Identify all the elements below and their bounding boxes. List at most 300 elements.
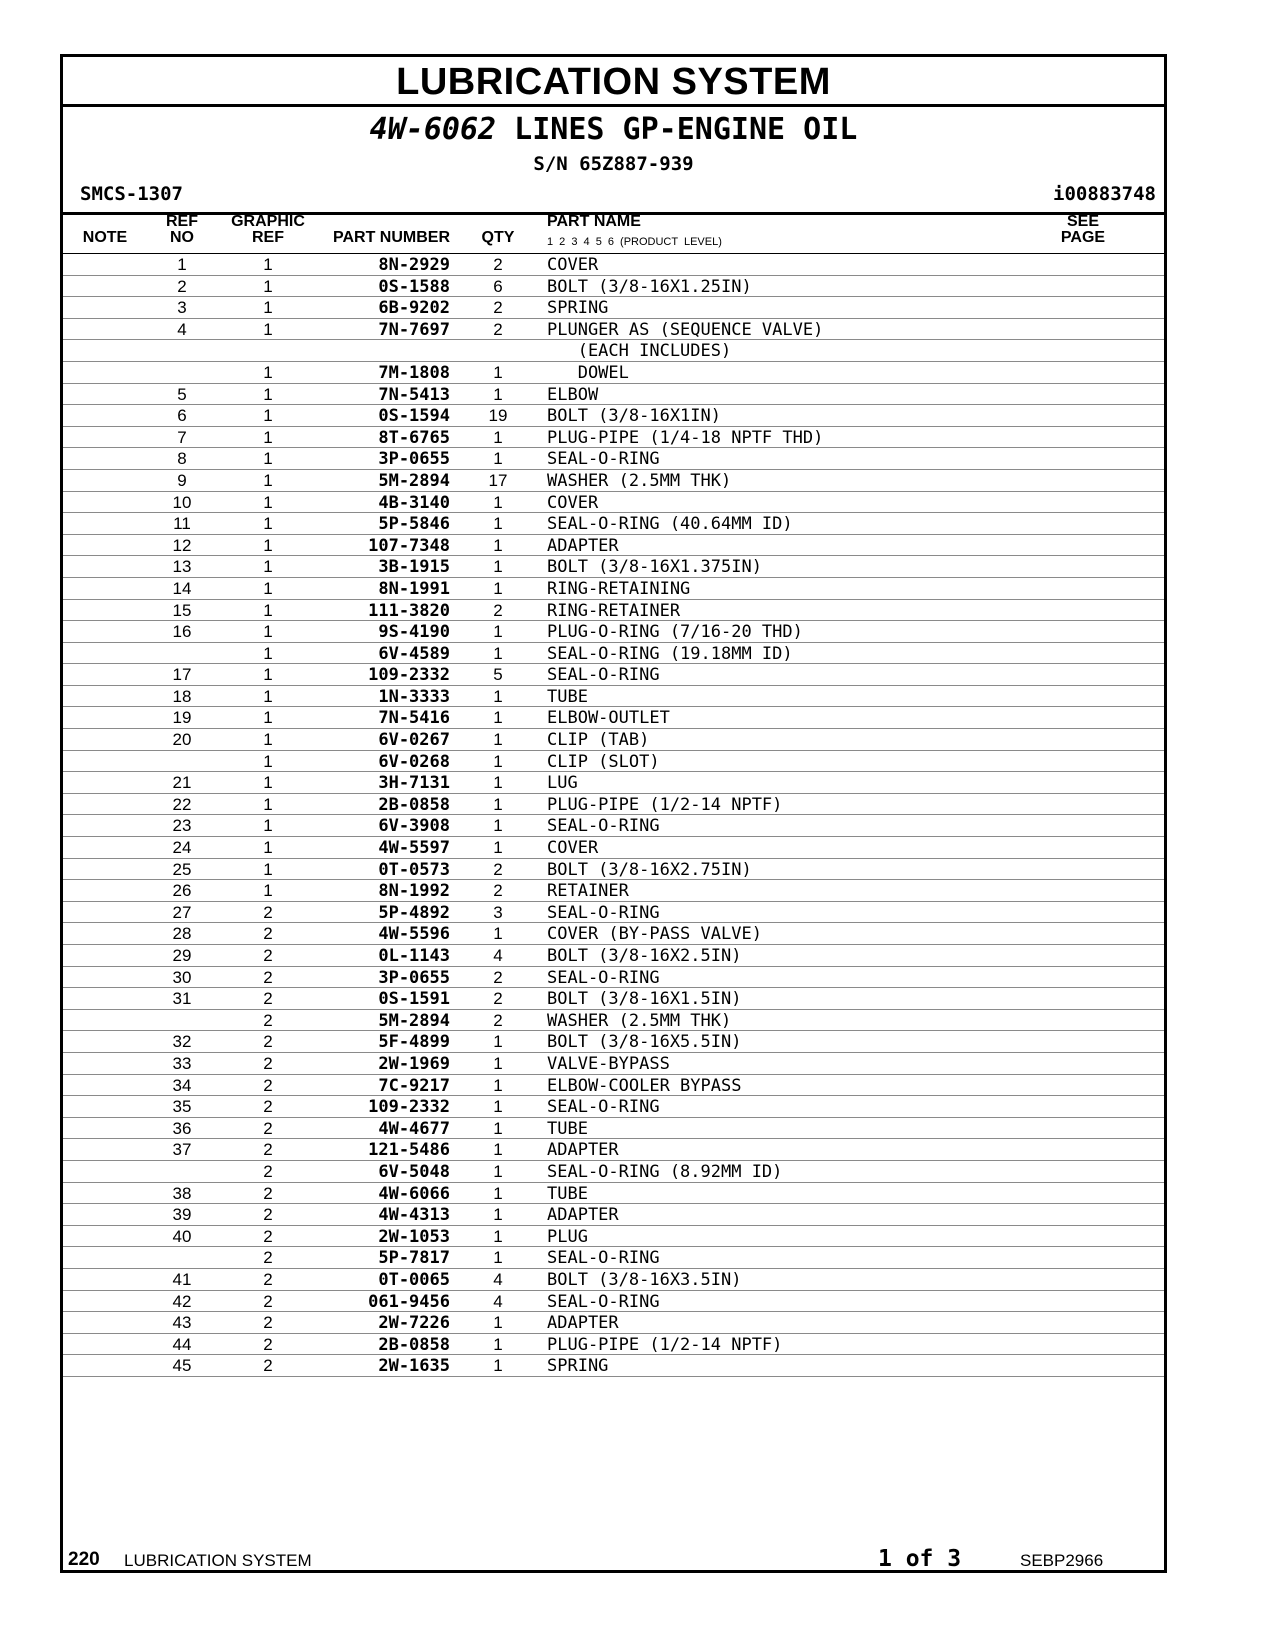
table-row (63, 859, 1164, 881)
ref-no-cell: 15 (172, 600, 192, 620)
qty-cell: 2 (493, 989, 503, 1009)
ref-no-cell: 16 (172, 622, 192, 642)
ref-no-cell: 43 (172, 1313, 192, 1333)
graphic-ref-cell: 2 (263, 1161, 273, 1181)
table-row (63, 1183, 1164, 1205)
part-name-cell: RING-RETAINING (547, 578, 691, 599)
graphic-ref-cell: 1 (263, 427, 273, 447)
part-number-cell: 6V-0268 (378, 751, 450, 772)
part-name-cell: TUBE (547, 1118, 588, 1139)
graphic-ref-cell: 1 (263, 406, 273, 426)
part-number-cell: 3B-1915 (378, 557, 450, 578)
qty-cell: 5 (493, 665, 503, 685)
parts-table (63, 254, 1164, 1377)
part-number-cell: 111-3820 (368, 600, 450, 621)
table-row (63, 794, 1164, 816)
qty-cell: 1 (493, 492, 503, 512)
parts-list-frame (60, 54, 1167, 1573)
part-number-cell: 4W-6066 (378, 1183, 450, 1204)
qty-cell: 1 (493, 1226, 503, 1246)
part-name-cell: COVER (BY-PASS VALVE) (547, 924, 762, 945)
ref-no-cell: 40 (172, 1226, 192, 1246)
part-name-cell: SEAL-O-RING (19.18MM ID) (547, 643, 793, 664)
ref-no-cell: 42 (172, 1291, 192, 1311)
part-name-cell: PLUG (547, 1226, 588, 1247)
part-name-cell: SEAL-O-RING (8.92MM ID) (547, 1161, 783, 1182)
qty-cell: 1 (493, 1032, 503, 1052)
ref-no-cell: 23 (172, 816, 192, 836)
col-header-ref-top: REF (166, 213, 198, 230)
part-name-cell: SPRING (547, 298, 609, 319)
qty-cell: 2 (493, 319, 503, 339)
ref-no-cell: 8 (177, 449, 187, 469)
part-name-cell: (EACH INCLUDES) (547, 341, 732, 362)
table-row (63, 967, 1164, 989)
table-row (63, 945, 1164, 967)
table-row (63, 1204, 1164, 1226)
graphic-ref-cell: 2 (263, 1226, 273, 1246)
qty-cell: 1 (493, 384, 503, 404)
graphic-ref-cell: 2 (263, 1205, 273, 1225)
table-row (63, 1291, 1164, 1313)
part-number-cell: 4W-4677 (378, 1118, 450, 1139)
footer-doc-id: SEBP2966 (1020, 1551, 1104, 1570)
part-name-cell: SEAL-O-RING (547, 967, 660, 988)
part-name-cell: SEAL-O-RING (547, 665, 660, 686)
graphic-ref-cell: 1 (263, 492, 273, 512)
part-number-cell: 7M-1808 (378, 362, 450, 383)
part-name-cell: ADAPTER (547, 1140, 619, 1161)
table-row (63, 923, 1164, 945)
part-number-cell: 4W-5596 (378, 924, 450, 945)
ref-no-cell: 21 (172, 773, 192, 793)
table-row (63, 751, 1164, 773)
table-row (63, 297, 1164, 319)
graphic-ref-cell: 2 (263, 1356, 273, 1376)
table-row (63, 1355, 1164, 1377)
table-row (63, 448, 1164, 470)
col-header-qty: QTY (481, 229, 515, 246)
ref-no-cell: 44 (172, 1334, 192, 1354)
graphic-ref-cell: 1 (263, 881, 273, 901)
ref-no-cell: 33 (172, 1053, 192, 1073)
table-row (63, 1161, 1164, 1183)
qty-cell: 6 (493, 276, 503, 296)
ref-no-cell: 10 (172, 492, 192, 512)
graphic-ref-cell: 2 (263, 902, 273, 922)
qty-cell: 19 (488, 406, 508, 426)
qty-cell: 1 (493, 1248, 503, 1268)
graphic-ref-cell: 2 (263, 1097, 273, 1117)
ref-no-cell: 26 (172, 881, 192, 901)
graphic-ref-cell: 2 (263, 1183, 273, 1203)
ref-no-cell: 3 (177, 298, 187, 318)
table-row (63, 664, 1164, 686)
graphic-ref-cell: 1 (263, 298, 273, 318)
table-row (63, 1096, 1164, 1118)
part-name-cell: BOLT (3/8-16X1.375IN) (547, 557, 762, 578)
part-number-cell: 9S-4190 (378, 622, 450, 643)
graphic-ref-cell: 1 (263, 643, 273, 663)
part-name-cell: SEAL-O-RING (547, 1097, 660, 1118)
product-level-labels: 1 2 3 4 5 6 (PRODUCT LEVEL) (547, 236, 722, 248)
part-name-cell: SEAL-O-RING (547, 1291, 660, 1312)
qty-cell: 1 (493, 794, 503, 814)
table-row (63, 837, 1164, 859)
ref-no-cell: 5 (177, 384, 187, 404)
ref-no-cell: 14 (172, 578, 192, 598)
table-row (63, 276, 1164, 298)
part-number-cell: 7N-5416 (378, 708, 450, 729)
qty-cell: 1 (493, 1334, 503, 1354)
graphic-ref-cell: 1 (263, 514, 273, 534)
part-number-cell: 8N-2929 (378, 255, 450, 275)
graphic-ref-cell: 2 (263, 989, 273, 1009)
ref-no-cell: 25 (172, 859, 192, 879)
table-row (63, 535, 1164, 557)
part-number-cell: 0S-1588 (378, 276, 450, 297)
qty-cell: 1 (493, 1161, 503, 1181)
graphic-ref-cell: 2 (263, 1140, 273, 1160)
part-number-cell: 6V-0267 (378, 730, 450, 751)
part-name-cell: ELBOW (547, 384, 599, 405)
ref-no-cell: 7 (177, 427, 187, 447)
ref-no-cell: 11 (173, 514, 191, 534)
graphic-ref-cell: 1 (263, 600, 273, 620)
graphic-ref-cell: 1 (263, 578, 273, 598)
part-name-cell: BOLT (3/8-16X1IN) (547, 406, 721, 427)
qty-cell: 2 (493, 255, 503, 274)
table-row (63, 556, 1164, 578)
qty-cell: 1 (493, 773, 503, 793)
table-row (63, 513, 1164, 535)
table-row (63, 340, 1164, 362)
table-row (63, 1269, 1164, 1291)
part-name-cell: SEAL-O-RING (547, 816, 660, 837)
group-part-number: 4W-6062 (369, 112, 497, 147)
graphic-ref-cell: 2 (263, 1313, 273, 1333)
graphic-ref-cell: 1 (263, 622, 273, 642)
part-number-cell: 6B-9202 (378, 298, 450, 319)
qty-cell: 1 (493, 708, 503, 728)
part-name-cell: PLUG-PIPE (1/2-14 NPTF) (547, 1334, 783, 1355)
col-header-part-name: PART NAME (547, 213, 641, 230)
qty-cell: 1 (493, 924, 503, 944)
graphic-ref-cell: 2 (263, 1032, 273, 1052)
qty-cell: 2 (493, 298, 503, 318)
table-row (63, 1118, 1164, 1140)
part-name-cell: SEAL-O-RING (547, 902, 660, 923)
graphic-ref-cell: 2 (263, 967, 273, 987)
part-number-cell: 2B-0858 (378, 794, 450, 815)
graphic-ref-cell: 1 (263, 794, 273, 814)
ref-no-cell: 6 (177, 406, 187, 426)
part-number-cell: 0S-1591 (378, 989, 450, 1010)
group-name: LINES GP-ENGINE OIL (514, 112, 858, 147)
ref-no-cell: 34 (172, 1075, 192, 1095)
col-header-graphic-bottom: REF (252, 229, 284, 246)
graphic-ref-cell: 2 (263, 1334, 273, 1354)
serial-number: S/N 65Z887-939 (533, 153, 694, 175)
graphic-ref-cell: 1 (263, 319, 273, 339)
part-name-cell: VALVE-BYPASS (547, 1053, 670, 1074)
table-row (63, 1312, 1164, 1334)
graphic-ref-cell: 2 (263, 1269, 273, 1289)
table-row (63, 254, 1164, 276)
table-row (63, 707, 1164, 729)
qty-cell: 1 (493, 1183, 503, 1203)
qty-cell: 2 (493, 1010, 503, 1030)
table-row (63, 319, 1164, 341)
graphic-ref-cell: 2 (263, 1291, 273, 1311)
part-number-cell: 8T-6765 (378, 427, 450, 448)
table-row (63, 880, 1164, 902)
part-name-cell: PLUG-O-RING (7/16-20 THD) (547, 622, 803, 643)
col-header-part-number: PART NUMBER (332, 229, 450, 246)
graphic-ref-cell: 2 (263, 1075, 273, 1095)
qty-cell: 1 (493, 1356, 503, 1376)
part-name-cell: DOWEL (547, 362, 629, 383)
part-name-cell: BOLT (3/8-16X2.5IN) (547, 946, 742, 966)
graphic-ref-cell: 1 (263, 838, 273, 858)
qty-cell: 1 (493, 362, 503, 382)
table-row (63, 1053, 1164, 1075)
ref-no-cell: 31 (172, 989, 192, 1009)
part-name-cell: ADAPTER (547, 1313, 619, 1334)
ref-no-cell: 17 (172, 665, 192, 685)
graphic-ref-cell: 1 (263, 535, 273, 555)
ref-no-cell: 39 (172, 1205, 192, 1225)
graphic-ref-cell: 1 (263, 751, 273, 771)
part-name-cell: ADAPTER (547, 1205, 619, 1226)
part-number-cell: 5F-4899 (378, 1032, 450, 1053)
graphic-ref-cell: 1 (263, 773, 273, 793)
table-row (63, 1226, 1164, 1248)
part-name-cell: BOLT (3/8-16X2.75IN) (547, 859, 752, 880)
part-name-cell: COVER (547, 255, 599, 275)
part-number-cell: 0S-1594 (378, 406, 450, 427)
part-name-cell: CLIP (TAB) (547, 730, 650, 751)
ref-no-cell: 2 (177, 276, 187, 296)
ref-no-cell: 19 (172, 708, 192, 728)
part-name-cell: RING-RETAINER (547, 600, 681, 621)
ref-no-cell: 36 (172, 1118, 192, 1138)
table-row (63, 492, 1164, 514)
ref-no-cell: 32 (172, 1032, 192, 1052)
table-row (63, 815, 1164, 837)
qty-cell: 1 (493, 730, 503, 750)
part-name-cell: RETAINER (547, 881, 629, 902)
col-header-see-top: SEE (1066, 213, 1099, 230)
ref-no-cell: 35 (172, 1097, 192, 1117)
qty-cell: 1 (493, 1053, 503, 1073)
graphic-ref-cell: 1 (263, 665, 273, 685)
qty-cell: 2 (493, 600, 503, 620)
qty-cell: 1 (493, 514, 503, 534)
graphic-ref-cell: 2 (263, 1053, 273, 1073)
qty-cell: 1 (493, 1313, 503, 1333)
ref-no-cell: 30 (172, 967, 192, 987)
part-number-cell: 121-5486 (368, 1140, 450, 1161)
illustration-id: i00883748 (1053, 183, 1156, 205)
table-row (63, 427, 1164, 449)
ref-no-cell: 1 (177, 255, 187, 274)
part-name-cell: ELBOW-OUTLET (547, 708, 670, 729)
part-number-cell: 6V-3908 (378, 816, 450, 837)
qty-cell: 4 (493, 946, 503, 965)
col-header-see-bottom: PAGE (1060, 229, 1106, 246)
part-number-cell: 5P-4892 (378, 902, 450, 923)
table-row (63, 902, 1164, 924)
table-row (63, 1139, 1164, 1161)
qty-cell: 1 (493, 751, 503, 771)
ref-no-cell: 9 (177, 470, 187, 490)
part-number-cell: 109-2332 (368, 665, 450, 686)
graphic-ref-cell: 2 (263, 1010, 273, 1030)
ref-no-cell: 45 (172, 1356, 192, 1376)
graphic-ref-cell: 1 (263, 470, 273, 490)
table-row (63, 578, 1164, 600)
part-number-cell: 3P-0655 (378, 967, 450, 988)
graphic-ref-cell: 1 (263, 557, 273, 577)
ref-no-cell: 13 (172, 557, 192, 577)
table-row (63, 1247, 1164, 1269)
part-number-cell: 109-2332 (368, 1097, 450, 1118)
qty-cell: 1 (493, 622, 503, 642)
graphic-ref-cell: 2 (263, 946, 273, 965)
col-header-note: NOTE (82, 229, 128, 246)
table-row (63, 729, 1164, 751)
graphic-ref-cell: 1 (263, 816, 273, 836)
part-name-cell: WASHER (2.5MM THK) (547, 1010, 732, 1031)
part-name-cell: BOLT (3/8-16X1.25IN) (547, 276, 752, 297)
table-row (63, 362, 1164, 384)
col-header-ref-bottom: NO (170, 229, 194, 246)
part-name-cell: SEAL-O-RING (547, 449, 660, 470)
ref-no-cell: 12 (172, 535, 192, 555)
table-row (63, 643, 1164, 665)
qty-cell: 2 (493, 967, 503, 987)
part-number-cell: 2W-1969 (378, 1053, 450, 1074)
qty-cell: 1 (493, 535, 503, 555)
footer-sheet: 1 of 3 (878, 1546, 962, 1572)
ref-no-cell: 24 (172, 838, 192, 858)
part-number-cell: 7N-5413 (378, 384, 450, 405)
footer-page-number: 220 (68, 1549, 100, 1570)
part-name-cell: ADAPTER (547, 535, 619, 556)
table-row (63, 621, 1164, 643)
graphic-ref-cell: 1 (263, 362, 273, 382)
qty-cell: 1 (493, 816, 503, 836)
table-row (63, 1334, 1164, 1356)
part-name-cell: CLIP (SLOT) (547, 751, 660, 772)
table-row (63, 988, 1164, 1010)
part-number-cell: 5M-2894 (378, 1010, 450, 1031)
table-row (63, 470, 1164, 492)
part-name-cell: BOLT (3/8-16X1.5IN) (547, 989, 742, 1010)
part-name-cell: PLUG-PIPE (1/2-14 NPTF) (547, 794, 783, 815)
graphic-ref-cell: 2 (263, 1118, 273, 1138)
ref-no-cell: 22 (172, 794, 192, 814)
part-number-cell: 3P-0655 (378, 449, 450, 470)
part-number-cell: 107-7348 (368, 535, 450, 556)
part-name-cell: SEAL-O-RING (547, 1248, 660, 1269)
part-number-cell: 0T-0065 (378, 1269, 450, 1290)
graphic-ref-cell: 1 (263, 730, 273, 750)
part-number-cell: 7N-7697 (378, 319, 450, 340)
part-number-cell: 0L-1143 (378, 946, 450, 966)
part-number-cell: 6V-5048 (378, 1161, 450, 1182)
part-name-cell: SPRING (547, 1356, 609, 1377)
ref-no-cell: 29 (172, 946, 192, 965)
qty-cell: 1 (493, 1097, 503, 1117)
qty-cell: 1 (493, 1140, 503, 1160)
graphic-ref-cell: 1 (263, 449, 273, 469)
graphic-ref-cell: 1 (263, 255, 273, 274)
ref-no-cell: 20 (172, 730, 192, 750)
graphic-ref-cell: 1 (263, 276, 273, 296)
part-number-cell: 2B-0858 (378, 1334, 450, 1355)
ref-no-cell: 4 (177, 319, 187, 339)
graphic-ref-cell: 1 (263, 384, 273, 404)
table-row (63, 1031, 1164, 1053)
part-number-cell: 4W-5597 (378, 838, 450, 859)
part-number-cell: 1N-3333 (378, 686, 450, 707)
qty-cell: 1 (493, 1205, 503, 1225)
part-number-cell: 2W-7226 (378, 1313, 450, 1334)
part-number-cell: 5M-2894 (378, 470, 450, 491)
table-row (63, 384, 1164, 406)
qty-cell: 4 (493, 1291, 503, 1311)
graphic-ref-cell: 1 (263, 708, 273, 728)
qty-cell: 1 (493, 643, 503, 663)
part-number-cell: 7C-9217 (378, 1075, 450, 1096)
part-name-cell: SEAL-O-RING (40.64MM ID) (547, 514, 793, 535)
part-number-cell: 3H-7131 (378, 773, 450, 794)
part-name-cell: BOLT (3/8-16X5.5IN) (547, 1032, 742, 1053)
graphic-ref-cell: 2 (263, 924, 273, 944)
table-row (63, 405, 1164, 427)
qty-cell: 1 (493, 578, 503, 598)
qty-cell: 2 (493, 881, 503, 901)
part-number-cell: 0T-0573 (378, 859, 450, 880)
part-name-cell: TUBE (547, 686, 588, 707)
part-number-cell: 4W-4313 (378, 1205, 450, 1226)
graphic-ref-cell: 1 (263, 686, 273, 706)
ref-no-cell: 18 (172, 686, 192, 706)
table-row (63, 686, 1164, 708)
part-number-cell: 6V-4589 (378, 643, 450, 664)
part-name-cell: COVER (547, 492, 599, 513)
footer-section: LUBRICATION SYSTEM (124, 1551, 312, 1570)
qty-cell: 1 (493, 427, 503, 447)
ref-no-cell: 28 (172, 924, 192, 944)
qty-cell: 1 (493, 838, 503, 858)
ref-no-cell: 27 (172, 902, 192, 922)
part-name-cell: COVER (547, 838, 599, 859)
qty-cell: 4 (493, 1269, 503, 1289)
qty-cell: 1 (493, 1075, 503, 1095)
qty-cell: 1 (493, 686, 503, 706)
title-divider (63, 104, 1164, 107)
graphic-ref-cell: 2 (263, 1248, 273, 1268)
page-title: LUBRICATION SYSTEM (396, 61, 831, 103)
part-name-cell: PLUNGER AS (SEQUENCE VALVE) (547, 319, 824, 340)
table-row (63, 600, 1164, 622)
ref-no-cell: 38 (172, 1183, 192, 1203)
col-header-graphic-top: GRAPHIC (231, 213, 305, 230)
group-heading (63, 113, 1164, 147)
